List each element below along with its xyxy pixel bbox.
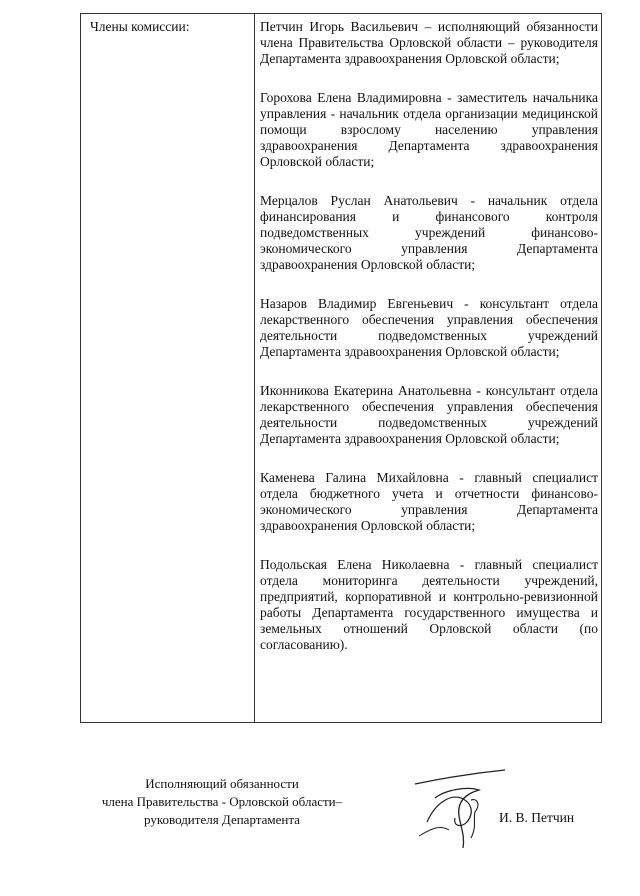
members-label: Члены комиссии: <box>90 19 190 34</box>
position-line: руководителя Департамента <box>144 812 300 827</box>
member-entry: Мерцалов Руслан Анатольевич - начальник отдела финансирования и финансового контроля подведомственных учреждений финансово-экономического управления Департамента здравоохранения Орловской области; <box>260 193 598 272</box>
member-entry: Иконникова Екатерина Анатольевна - консультант отдела лекарственного обеспечения управления обеспечения деятельности подведомственных учреждений Департамента здравоохранения Орловской области; <box>260 383 598 446</box>
member-entry: Назаров Владимир Евгеньевич - консультант отдела лекарственного обеспечения управления обеспечения деятельности подведомственных учреждений Департамента здравоохранения Орловской области; <box>260 296 598 359</box>
signatory-position <box>82 775 362 829</box>
handwritten-signature <box>405 764 515 854</box>
member-entry: Петчин Игорь Васильевич – исполняющий обязанности члена Правительства Орловской области – руководителя Департамента здравоохранения Орловской области; <box>260 19 598 66</box>
commission-members-table <box>80 13 602 723</box>
label-cell <box>81 14 255 723</box>
table-row <box>81 14 602 723</box>
position-line: Исполняющий обязанности <box>145 776 299 791</box>
member-entry: Каменева Галина Михайловна - главный специалист отдела бюджетного учета и отчетности финансово-экономического управления Департамента здравоохранения Орловской области; <box>260 470 598 533</box>
signatory-name: И. В. Петчин <box>499 810 575 825</box>
members-list <box>255 14 601 653</box>
position-line: члена Правительства - Орловской области– <box>101 794 343 809</box>
member-entry: Подольская Елена Николаевна - главный специалист отдела мониторинга деятельности учреждений, предприятий, корпоративной и контрольно-ревизионной работы Департамента государственного имущества и земельных отношений Орловской области (по согласованию). <box>260 557 598 652</box>
member-entry: Горохова Елена Владимировна - заместитель начальника управления - начальник отдела организации медицинской помощи взрослому населению управления здравоохранения Департамента здравоохранения Орловской области; <box>260 90 598 169</box>
members-list-cell <box>255 14 602 723</box>
